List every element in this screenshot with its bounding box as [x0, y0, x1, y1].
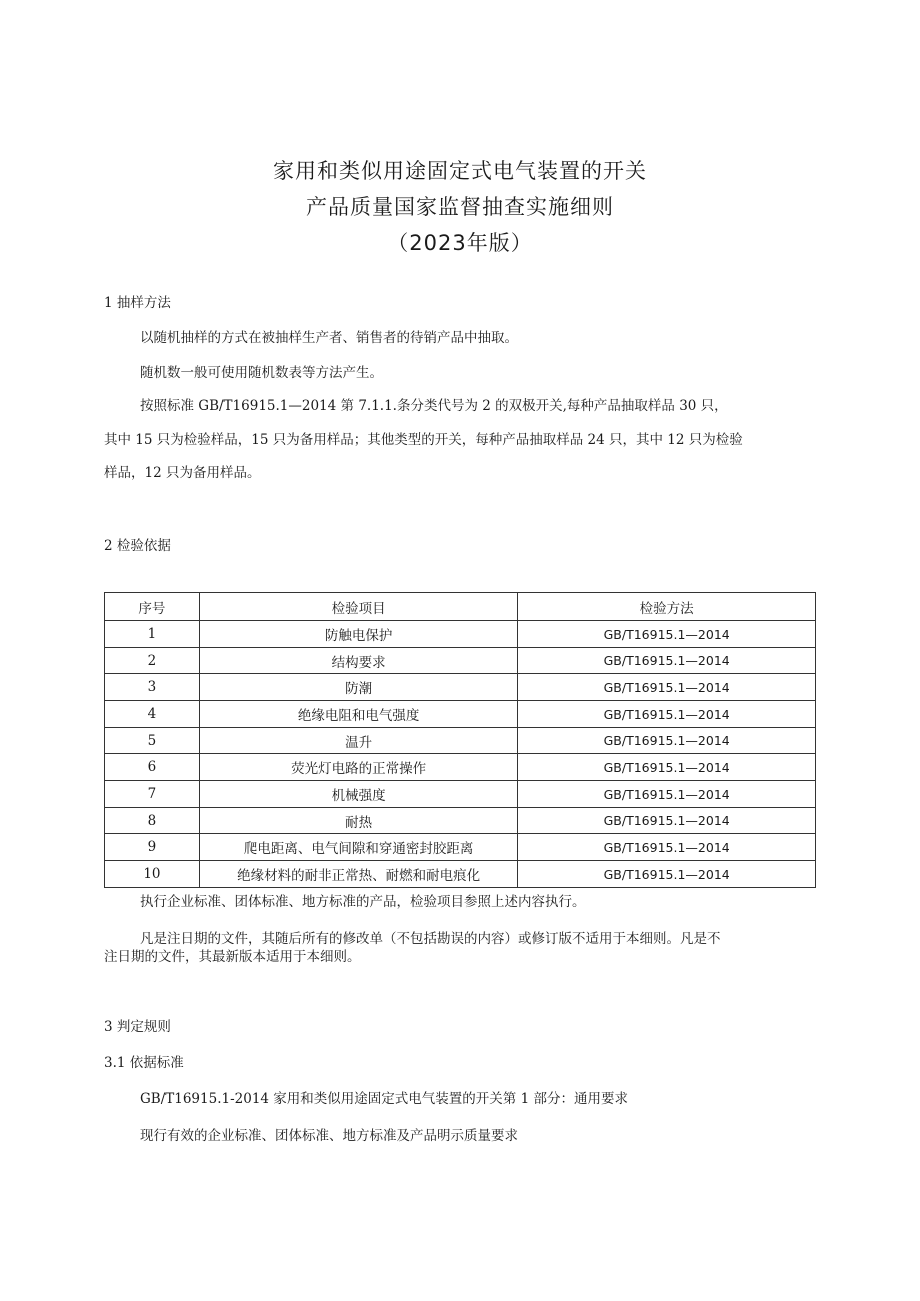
section-3-1-heading: 3.1 依据标准: [104, 1055, 184, 1071]
section-2-paragraph-2-line-2: 注日期的文件，其最新版本适用于本细则。: [104, 949, 361, 965]
row-index: 4: [105, 701, 200, 728]
row-method: GB/T16915.1—2014: [518, 808, 816, 834]
row-method: GB/T16915.1—2014: [518, 674, 816, 701]
section-3-paragraph-2: 现行有效的企业标准、团体标准、地方标准及产品明示质量要求: [140, 1128, 518, 1144]
table-row: [105, 728, 816, 754]
table-row: [105, 861, 816, 888]
title-line-3: （2023年版）: [387, 231, 533, 255]
table-row: [105, 808, 816, 834]
row-index: 5: [105, 728, 200, 754]
section-3-paragraph-1: GB/T16915.1-2014 家用和类似用途固定式电气装置的开关第 1 部分：通用要求: [140, 1091, 628, 1107]
row-index: 3: [105, 674, 200, 701]
row-item: 绝缘电阻和电气强度: [199, 701, 518, 728]
title-line-2: 产品质量国家监督抽查实施细则: [306, 195, 614, 219]
section-2-paragraph-1: 执行企业标准、团体标准、地方标准的产品，检验项目参照上述内容执行。: [140, 894, 586, 910]
row-item: 荧光灯电路的正常操作: [199, 754, 518, 781]
row-method: GB/T16915.1—2014: [518, 834, 816, 861]
row-item: 机械强度: [199, 781, 518, 808]
row-item: 防潮: [199, 674, 518, 701]
row-index: 10: [105, 861, 200, 888]
table-header-row: [105, 593, 816, 621]
row-item: 防触电保护: [199, 621, 518, 648]
table-row: [105, 834, 816, 861]
row-index: 9: [105, 834, 200, 861]
table-row: [105, 648, 816, 674]
row-method: GB/T16915.1—2014: [518, 781, 816, 808]
section-1-paragraph-2: 随机数一般可使用随机数表等方法产生。: [140, 365, 383, 381]
header-index: 序号: [105, 593, 200, 621]
row-method: GB/T16915.1—2014: [518, 701, 816, 728]
section-3-heading: 3 判定规则: [104, 1019, 171, 1035]
table-row: [105, 701, 816, 728]
row-index: 8: [105, 808, 200, 834]
section-1-paragraph-3-line-2: 其中 15 只为检验样品，15 只为备用样品；其他类型的开关，每种产品抽取样品 24 只，其中 12 只为检验: [104, 432, 743, 448]
row-item: 绝缘材料的耐非正常热、耐燃和耐电痕化: [199, 861, 518, 888]
row-index: 1: [105, 621, 200, 648]
row-method: GB/T16915.1—2014: [518, 754, 816, 781]
row-index: 7: [105, 781, 200, 808]
section-1-heading: 1 抽样方法: [104, 295, 171, 311]
header-method: 检验方法: [518, 593, 816, 621]
table-row: [105, 754, 816, 781]
row-item: 爬电距离、电气间隙和穿通密封胶距离: [199, 834, 518, 861]
row-method: GB/T16915.1—2014: [518, 728, 816, 754]
table-row: [105, 781, 816, 808]
row-index: 6: [105, 754, 200, 781]
row-item: 结构要求: [199, 648, 518, 674]
row-method: GB/T16915.1—2014: [518, 621, 816, 648]
title-line-1: 家用和类似用途固定式电气装置的开关: [273, 159, 647, 183]
row-item: 耐热: [199, 808, 518, 834]
section-1-paragraph-3-line-3: 样品，12 只为备用样品。: [104, 465, 261, 481]
row-index: 2: [105, 648, 200, 674]
section-2-paragraph-2-line-1: 凡是注日期的文件，其随后所有的修改单（不包括勘误的内容）或修订版不适用于本细则。凡是不: [140, 931, 721, 947]
table-row: [105, 621, 816, 648]
section-1-paragraph-3-line-1: 按照标准 GB/T16915.1—2014 第 7.1.1.条分类代号为 2 的双极开关,每种产品抽取样品 30 只，: [140, 398, 728, 414]
row-item: 温升: [199, 728, 518, 754]
inspection-table: [104, 592, 816, 888]
section-2-heading: 2 检验依据: [104, 538, 171, 554]
row-method: GB/T16915.1—2014: [518, 648, 816, 674]
section-1-paragraph-1: 以随机抽样的方式在被抽样生产者、销售者的待销产品中抽取。: [140, 330, 518, 346]
table-row: [105, 674, 816, 701]
header-item: 检验项目: [199, 593, 518, 621]
row-method: GB/T16915.1—2014: [518, 861, 816, 888]
